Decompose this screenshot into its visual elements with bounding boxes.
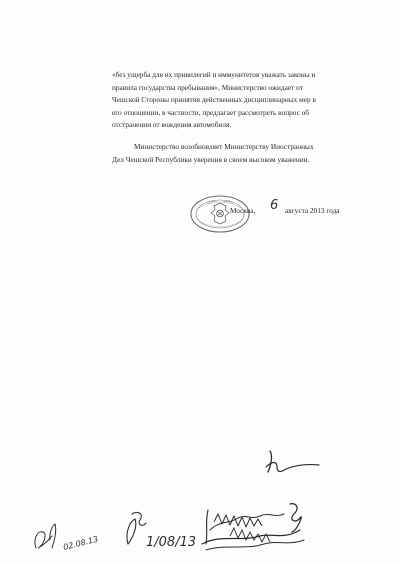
city-label: Москва, xyxy=(230,206,256,215)
text-line: Чешской Стороны принятия действенных дисциплинарных мер в xyxy=(112,95,316,105)
document-body xyxy=(112,69,362,166)
signature-block-right xyxy=(200,500,310,560)
paragraph-2 xyxy=(112,141,362,166)
text-line: «без ущерба для их привилегий и иммунитетов уважать законы и xyxy=(112,70,316,79)
handwritten-day: 6 xyxy=(270,198,279,213)
signature-right xyxy=(262,448,322,478)
month-year-label: августа 2013 года xyxy=(285,206,340,215)
text-line: Министерство возобновляет Министерству Иностранных xyxy=(134,141,314,151)
initials-left xyxy=(30,516,100,558)
text-line: отстранении от вождения автомобиля. xyxy=(112,120,232,130)
initials-date-middle: 1/08/13 xyxy=(146,535,197,550)
initials-date-left: 02.08.13 xyxy=(62,534,100,552)
paragraph-1 xyxy=(112,69,362,132)
text-line: Дел Чешской Республики уверения в своем высоком уважении. xyxy=(112,154,310,164)
date-line xyxy=(0,200,400,230)
text-line: его отношении, в частности, предлагает рассмотреть вопрос об xyxy=(112,107,310,117)
text-line: правила государства пребывания», Министерство ожидает от xyxy=(112,82,303,92)
initials-middle xyxy=(118,506,198,554)
